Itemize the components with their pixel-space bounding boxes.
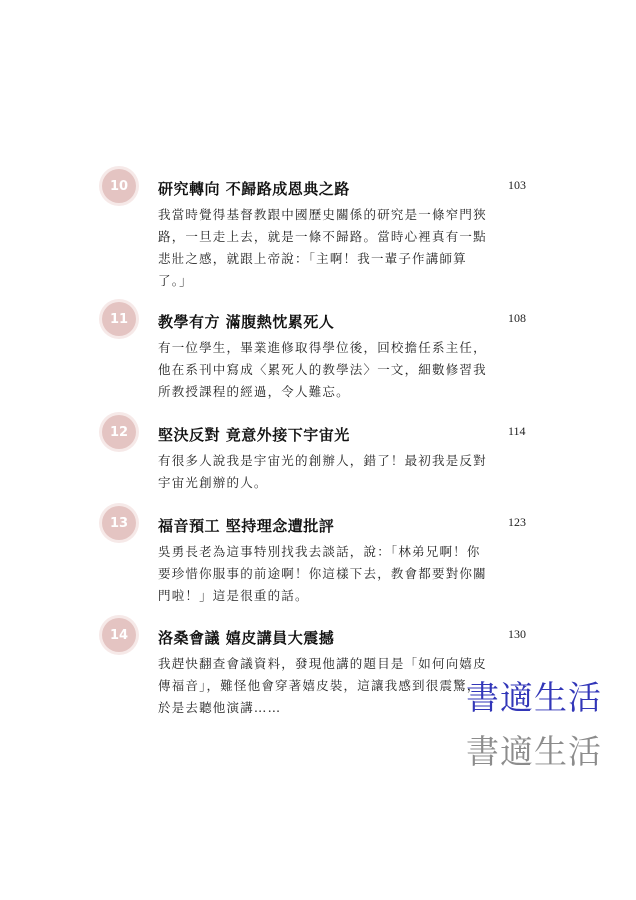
excerpt-line: 門啦！」這是很重的話。 xyxy=(158,588,309,603)
chapter-title: 福音預工 堅持理念遭批評 xyxy=(158,517,335,535)
chapter-excerpt xyxy=(158,450,498,494)
watermark-logo: 書適生活 xyxy=(466,732,602,771)
page-number: 108 xyxy=(508,311,526,325)
chapter-number-badge: 11 xyxy=(102,302,136,336)
excerpt-line: 宇宙光創辦的人。 xyxy=(158,475,268,490)
chapter-number-badge: 14 xyxy=(102,618,136,652)
chapter-number-badge: 12 xyxy=(102,415,136,449)
page-number: 130 xyxy=(508,627,526,641)
excerpt-line: 有一位學生，畢業進修取得學位後，回校擔任系主任， xyxy=(158,340,487,355)
chapter-excerpt xyxy=(158,337,498,403)
excerpt-line: 要珍惜你服事的前途啊！你這樣下去，教會都要對你關 xyxy=(158,566,487,581)
excerpt-line: 吳勇長老為這事特別找我去談話，說：「林弟兄啊！你 xyxy=(158,544,481,559)
chapter-title: 洛桑會議 嬉皮講員大震撼 xyxy=(158,629,335,647)
chapter-number-badge: 13 xyxy=(102,506,136,540)
chapter-excerpt xyxy=(158,541,498,607)
page-number: 123 xyxy=(508,515,526,529)
chapter-title: 堅決反對 竟意外接下宇宙光 xyxy=(158,426,350,444)
excerpt-line: 所教授課程的經過，令人難忘。 xyxy=(158,384,350,399)
excerpt-line: 有很多人說我是宇宙光的創辦人，錯了！最初我是反對 xyxy=(158,453,487,468)
excerpt-line: 他在系刊中寫成〈累死人的教學法〉一文，細數修習我 xyxy=(158,362,487,377)
excerpt-line: 我趕快翻查會議資料，發現他講的題目是「如何向嬉皮 xyxy=(158,656,487,671)
chapter-excerpt xyxy=(158,204,498,292)
chapter-number-badge: 10 xyxy=(102,169,136,203)
watermark-logo: 書適生活 xyxy=(466,678,602,717)
excerpt-line: 路，一旦走上去，就是一條不歸路。當時心裡真有一點 xyxy=(158,229,487,244)
page-number: 103 xyxy=(508,178,526,192)
excerpt-line: 我當時覺得基督教跟中國歷史關係的研究是一條窄門狹 xyxy=(158,207,487,222)
excerpt-line: 悲壯之感，就跟上帝說：「主啊！我一輩子作講師算 xyxy=(158,251,467,266)
excerpt-line: 於是去聽他演講…… xyxy=(158,700,282,715)
chapter-title: 研究轉向 不歸路成恩典之路 xyxy=(158,180,350,198)
excerpt-line: 了。」 xyxy=(158,273,193,288)
chapter-title: 教學有方 滿腹熱忱累死人 xyxy=(158,313,335,331)
excerpt-line: 傳福音」，難怪他會穿著嬉皮裝，這讓我感到很震驚， xyxy=(158,678,481,693)
page-number: 114 xyxy=(508,424,526,438)
chapter-excerpt xyxy=(158,653,498,719)
